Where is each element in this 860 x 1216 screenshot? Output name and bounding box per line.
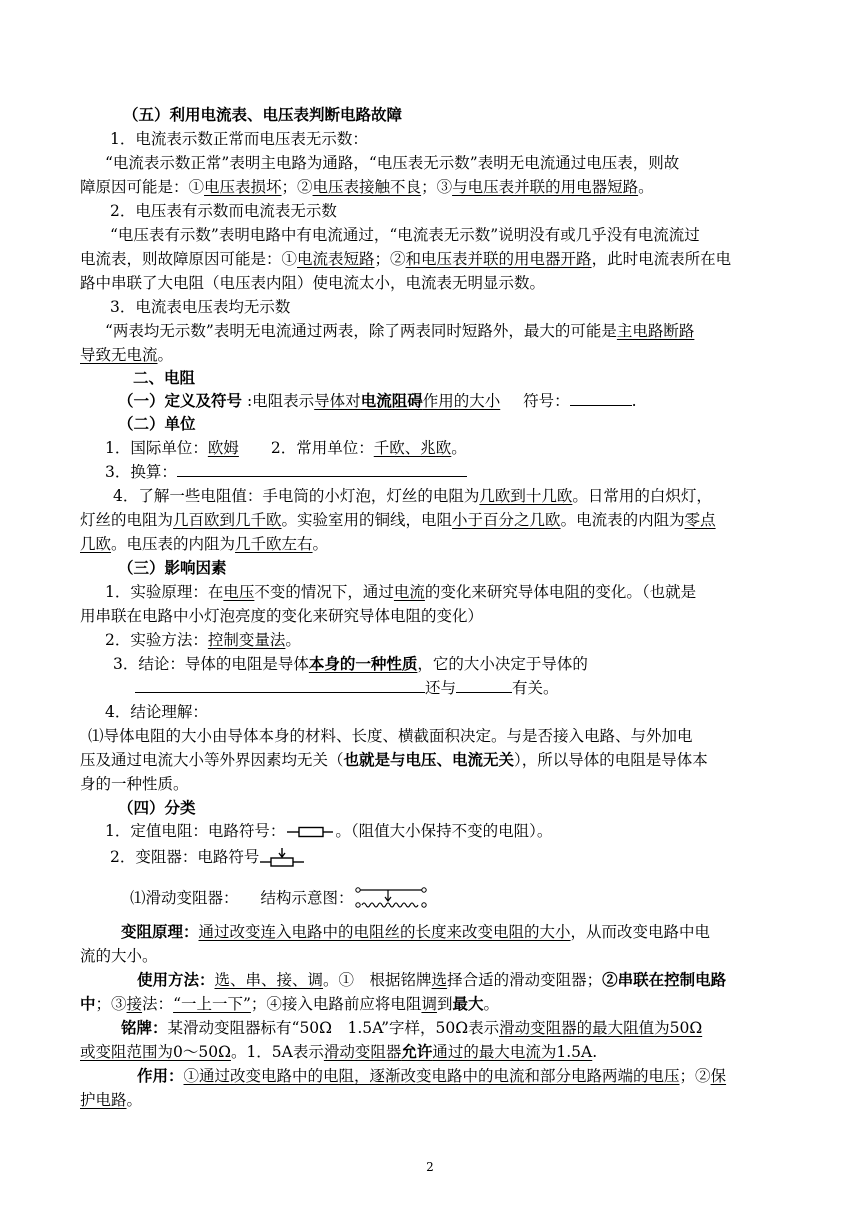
answer: ①通过改变电路中的电阻，逐渐改变电路中的电流和部分电路两端的电压	[183, 1067, 680, 1085]
fill-blank	[135, 678, 425, 693]
text: 。电流表的内阻为	[560, 511, 685, 529]
emphasis: 最大	[452, 994, 484, 1013]
fill-blank	[570, 391, 632, 406]
conversion-line	[105, 461, 467, 483]
text: 符号：	[523, 392, 570, 410]
answer: 零点	[684, 511, 716, 529]
subsection-title-factors: （三）影响因素	[118, 558, 227, 577]
text: 法：	[142, 995, 174, 1013]
answer: 护电路	[80, 1091, 127, 1109]
text: 3．换算：	[105, 463, 177, 481]
text: :电阻表示	[242, 392, 315, 410]
item-2-heading: 2．电压表有示数而电流表无示数	[110, 202, 337, 220]
paragraph-line	[113, 653, 588, 675]
text: 。① 根据铭牌	[323, 971, 432, 989]
label: 变阻原理：	[121, 922, 199, 941]
text: 3．结论：导体的电阻是导体	[113, 655, 309, 673]
paragraph-line	[137, 1065, 726, 1087]
subsection-title-unit: （二）单位	[118, 414, 196, 433]
answer: 主电路断路	[616, 322, 695, 340]
answer: 通过的最大电流为1.5A	[432, 1043, 593, 1061]
text: 。1．5A表示	[230, 1043, 324, 1061]
text: ；③	[421, 178, 453, 196]
fixed-resistor-symbol-icon	[285, 825, 335, 839]
text: 择合适的滑动变阻器；	[447, 971, 603, 989]
paragraph-line	[113, 485, 712, 507]
label: 使用方法：	[137, 970, 215, 989]
paragraph-line	[80, 749, 708, 771]
text: ⑴滑动变阻器：	[130, 889, 239, 907]
paragraph-line	[105, 320, 694, 342]
label: 铭牌：	[121, 1018, 168, 1037]
answer: 电压	[223, 583, 255, 601]
text: “两表均无示数”表明无电流通过两表，除了两表同时短路外，最大的可能是	[105, 322, 617, 340]
text: 1．定值电阻：电路符号：	[105, 822, 286, 840]
paragraph-line	[121, 921, 710, 943]
text: 2．常用单位：	[270, 439, 374, 457]
paragraph-line: 4．结论理解：	[105, 703, 208, 721]
text: 压及通过电流大小等外界因素均无关（	[80, 751, 344, 769]
answer: 导体对	[314, 392, 361, 410]
subsection-title-classification: （四）分类	[118, 798, 196, 817]
text: ；②	[281, 178, 313, 196]
answer: 电压表损坏	[204, 178, 282, 196]
paragraph-line	[105, 820, 552, 842]
text: .	[592, 1043, 598, 1061]
text: 不变的情况下，通过	[254, 583, 394, 601]
paragraph-line: 路中串联了大电阻（电压表内阻）使电流太小，电流表无明显示数。	[80, 274, 546, 292]
text: 。	[285, 631, 301, 649]
text: 。	[483, 995, 499, 1013]
answer: 本身的一种性质	[308, 654, 418, 673]
text: ；③	[95, 995, 127, 1013]
text: 。（阻值大小保持不变的电阻）。	[335, 822, 553, 840]
text: 的变化来研究导体电阻的变化。（也就是	[424, 583, 697, 601]
variable-resistor-symbol-icon	[259, 847, 305, 869]
answer: 电流	[393, 583, 425, 601]
text: 到	[436, 995, 453, 1013]
answer: 调	[421, 995, 437, 1013]
answer: 滑动变阻器的最大阻值为50Ω	[499, 1019, 703, 1037]
answer: 电流表短路	[297, 250, 375, 268]
paragraph-line	[130, 886, 430, 912]
paragraph-line	[121, 1017, 702, 1039]
answer: 电流阻碍	[360, 391, 423, 410]
fill-blank	[456, 678, 512, 693]
text: 灯丝的电阻为	[80, 511, 174, 529]
section-title-faults: （五）利用电流表、电压表判断电路故障	[123, 105, 403, 124]
answer: 和电压表并联的用电器开路	[405, 250, 592, 268]
text: 2．变阻器：电路符号	[110, 848, 260, 866]
answer: 小于百分之几欧	[452, 511, 561, 529]
answer: 通过改变连入电路中的电阻丝的长度来改变电阻的大小	[198, 923, 571, 941]
definition-line	[118, 390, 637, 412]
text: 障原因可能是：①	[80, 178, 205, 196]
paragraph-line	[80, 509, 716, 531]
answer: 作用的大小	[422, 392, 501, 410]
text: 4．了解一些电阻值：手电筒的小灯泡，灯丝的电阻为	[113, 487, 480, 505]
text: 1．国际单位：	[105, 439, 208, 457]
paragraph-line	[80, 176, 654, 198]
text: ；④接入电路前应将电阻	[250, 995, 422, 1013]
answer: 与电压表并联的用电器短路	[452, 178, 639, 196]
paragraph-line	[80, 1041, 597, 1063]
text: 2．实验方法：	[105, 631, 208, 649]
paragraph-line	[105, 629, 301, 651]
answer: 选、串、接、调	[214, 971, 324, 989]
paragraph-line	[135, 677, 559, 699]
paragraph-line	[80, 1089, 142, 1111]
answer: 几千欧左右	[235, 535, 313, 553]
answer: “一上一下”	[173, 995, 251, 1013]
emphasis: 中	[80, 994, 96, 1013]
page-number: 2	[426, 1160, 434, 1174]
unit-line	[105, 437, 467, 459]
answer: 允许	[401, 1042, 433, 1061]
answer: 选	[431, 971, 448, 989]
emphasis: 也就是与电压、电流无关	[343, 750, 515, 769]
paragraph-line: “电压表有示数”表明电路中有电流通过，“电流表无示数”说明没有或几乎没有电流流过	[110, 226, 700, 244]
paragraph-line	[105, 581, 696, 603]
text: ；②	[679, 1067, 711, 1085]
text: 。	[157, 346, 174, 364]
text: 某滑动变阻器标有“50Ω 1.5A”字样，50Ω表示	[167, 1019, 500, 1037]
answer: 控制变量法	[207, 631, 286, 649]
text: ，从而改变电路中电	[570, 923, 711, 941]
item-1-heading: 1．电流表示数正常而电压表无示数：	[110, 130, 368, 148]
text: 1．实验原理：在	[105, 583, 224, 601]
subsection-title: （一）定义及符号	[118, 391, 243, 410]
text: 有关。	[512, 679, 559, 697]
text: 。日常用的白炽灯，	[572, 487, 712, 505]
paragraph-line	[110, 846, 305, 869]
text: 还与	[425, 679, 457, 697]
slider-rheostat-diagram-icon	[354, 886, 430, 912]
text: .	[631, 392, 637, 410]
answer: 几百欧到几千欧	[173, 511, 282, 529]
paragraph-line	[80, 344, 173, 366]
paragraph-line	[80, 533, 328, 555]
answer: 或变阻范围为0～50Ω	[80, 1043, 231, 1061]
text: 。实验室用的铜线，电阻	[281, 511, 453, 529]
paragraph-line: 用串联在电路中小灯泡亮度的变化来研究导体电阻的变化）	[80, 607, 484, 625]
text: 。	[312, 535, 329, 553]
text: 。	[451, 439, 467, 457]
label: 作用：	[137, 1066, 184, 1085]
answer: 滑动变阻器	[323, 1043, 402, 1061]
fill-blank	[177, 462, 467, 477]
paragraph-line: ⑴导体电阻的大小由导体本身的材料、长度、横截面积决定。与是否接入电路、与外加电	[88, 727, 693, 745]
paragraph-line	[80, 993, 499, 1015]
paragraph-line: “电流表示数正常”表明主电路为通路，“电压表无示数”表明无电流通过电压表，则故	[105, 154, 680, 172]
text: ；②	[374, 250, 406, 268]
answer: 接	[126, 995, 143, 1013]
paragraph-line	[137, 969, 726, 991]
item-3-heading: 3．电流表电压表均无示数	[110, 298, 291, 316]
text: ，此时电流表所在电	[591, 250, 732, 268]
text: ），所以导体的电阻是导体本	[514, 751, 708, 769]
answer: 几欧到十几欧	[479, 487, 573, 505]
paragraph-line: 身的一种性质。	[80, 775, 189, 793]
text: 结构示意图：	[260, 889, 354, 907]
answer: 导致无电流	[80, 346, 158, 364]
text: 。	[126, 1091, 143, 1109]
answer: 保	[710, 1067, 727, 1085]
answer: 几欧	[80, 535, 112, 553]
answer: 电压表接触不良	[312, 178, 422, 196]
answer: 欧姆	[207, 439, 239, 457]
text: 。电压表的内阻为	[111, 535, 236, 553]
answer: 千欧、兆欧	[373, 439, 452, 457]
text: 电流表，则故障原因可能是：①	[80, 250, 298, 268]
paragraph-line: 流的大小。	[80, 947, 158, 965]
paragraph-line	[80, 248, 731, 270]
emphasis: ②串联在控制电路	[602, 970, 727, 989]
text: ，它的大小决定于导体的	[417, 655, 588, 673]
section-title-resistance: 二、电阻	[133, 368, 196, 387]
text: 。	[638, 178, 654, 196]
